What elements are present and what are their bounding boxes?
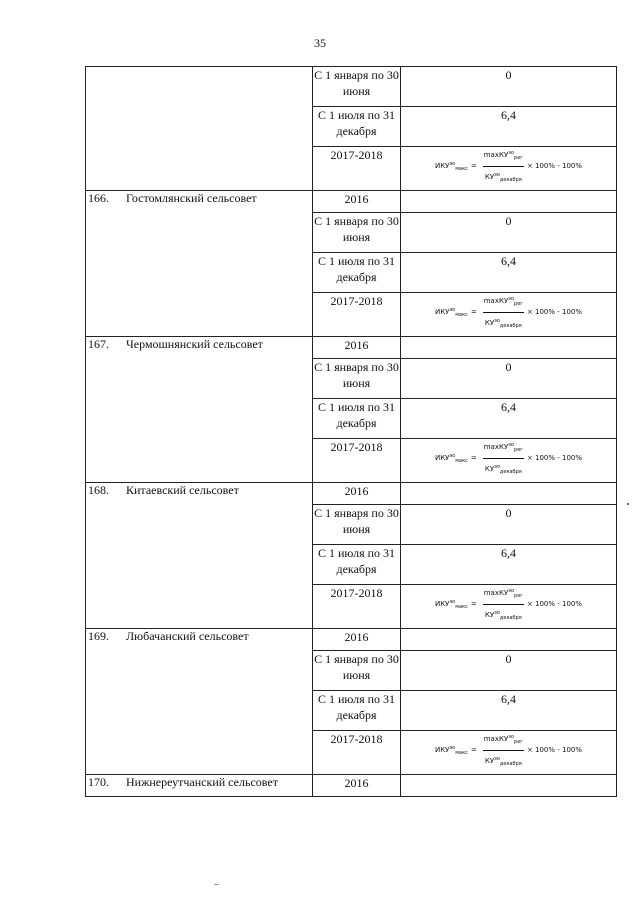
formula-lhs: $ИКУ^{эо}_{макс}$ bbox=[434, 160, 468, 172]
period-cell: С 1 июля по 31 декабря bbox=[313, 691, 401, 731]
formula-equals: = bbox=[470, 162, 477, 170]
year-cell: 2016 bbox=[313, 337, 401, 359]
period-cell: С 1 января по 30 июня bbox=[313, 67, 401, 107]
entity-cell bbox=[86, 337, 313, 483]
entity-cell bbox=[86, 67, 313, 191]
value-cell bbox=[401, 337, 617, 359]
formula-tail: × 100% - 100% bbox=[526, 746, 583, 754]
index-value: 0 bbox=[505, 68, 512, 82]
value-cell bbox=[401, 545, 617, 585]
period-cell: С 1 июля по 31 декабря bbox=[313, 399, 401, 439]
index-value: 6,4 bbox=[501, 692, 516, 706]
period-cell: С 1 июля по 31 декабря bbox=[313, 107, 401, 147]
formula-lhs: $ИКУ^{эо}_{макс}$ bbox=[434, 452, 468, 464]
value-cell bbox=[401, 731, 617, 775]
value-cell bbox=[401, 399, 617, 439]
value-cell bbox=[401, 293, 617, 337]
value-cell bbox=[401, 629, 617, 651]
entity-number: 170. bbox=[88, 775, 109, 789]
year-cell: 2016 bbox=[313, 483, 401, 505]
index-value: 6,4 bbox=[501, 108, 516, 122]
value-cell bbox=[401, 67, 617, 107]
value-cell bbox=[401, 213, 617, 253]
entity-cell bbox=[86, 191, 313, 337]
formula-tail: × 100% - 100% bbox=[526, 162, 583, 170]
formula-tail: × 100% - 100% bbox=[526, 600, 583, 608]
entity-name: Гостомлянский сельсовет bbox=[126, 191, 257, 205]
index-value: 0 bbox=[505, 360, 512, 374]
period-cell: С 1 января по 30 июня bbox=[313, 505, 401, 545]
formula-fraction: $\frac{\max КУ^{эо}_{рег}}{КУ^{эо}_{декабря}}$ bbox=[483, 583, 524, 626]
entity-name: Чермошнянский сельсовет bbox=[126, 337, 263, 351]
value-cell bbox=[401, 585, 617, 629]
formula-equals: = bbox=[470, 454, 477, 462]
value-cell bbox=[401, 439, 617, 483]
value-cell bbox=[401, 691, 617, 731]
formula-tail: × 100% - 100% bbox=[526, 308, 583, 316]
value-cell bbox=[401, 253, 617, 293]
entity-number: 169. bbox=[88, 629, 109, 643]
tariff-table bbox=[85, 66, 617, 797]
formula-equals: = bbox=[470, 600, 477, 608]
entity-name: Нижнереутчанский сельсовет bbox=[126, 775, 278, 789]
index-value: 0 bbox=[505, 214, 512, 228]
table-row bbox=[86, 483, 617, 505]
scan-mark bbox=[214, 884, 219, 885]
year-cell: 2016 bbox=[313, 629, 401, 651]
entity-number: 168. bbox=[88, 483, 109, 497]
increase-formula bbox=[401, 147, 616, 185]
period-cell: 2017-2018 bbox=[313, 293, 401, 337]
period-cell: 2017-2018 bbox=[313, 731, 401, 775]
entity-number: 166. bbox=[88, 191, 109, 205]
index-value: 0 bbox=[505, 652, 512, 666]
period-cell: 2017-2018 bbox=[313, 439, 401, 483]
entity-name: Китаевский сельсовет bbox=[126, 483, 239, 497]
increase-formula bbox=[401, 585, 616, 623]
formula-lhs: $ИКУ^{эо}_{макс}$ bbox=[434, 598, 468, 610]
value-cell bbox=[401, 483, 617, 505]
formula-fraction: $\frac{\max КУ^{эо}_{рег}}{КУ^{эо}_{декабря}}$ bbox=[483, 437, 524, 480]
value-cell bbox=[401, 359, 617, 399]
formula-lhs: $ИКУ^{эо}_{макс}$ bbox=[434, 744, 468, 756]
period-cell: С 1 июля по 31 декабря bbox=[313, 545, 401, 585]
index-value: 6,4 bbox=[501, 546, 516, 560]
entity-number: 167. bbox=[88, 337, 109, 351]
page-number: 35 bbox=[314, 36, 326, 50]
period-cell: 2017-2018 bbox=[313, 585, 401, 629]
value-cell bbox=[401, 775, 617, 797]
value-cell bbox=[401, 505, 617, 545]
value-cell bbox=[401, 651, 617, 691]
table-row bbox=[86, 337, 617, 359]
entity-cell bbox=[86, 483, 313, 629]
table-row bbox=[86, 67, 617, 107]
formula-equals: = bbox=[470, 746, 477, 754]
increase-formula bbox=[401, 439, 616, 477]
entity-cell bbox=[86, 775, 313, 797]
increase-formula bbox=[401, 731, 616, 769]
value-cell bbox=[401, 107, 617, 147]
value-cell bbox=[401, 191, 617, 213]
index-value: 0 bbox=[505, 506, 512, 520]
index-value: 6,4 bbox=[501, 400, 516, 414]
formula-fraction: $\frac{\max КУ^{эо}_{рег}}{КУ^{эо}_{декабря}}$ bbox=[483, 291, 524, 334]
table-row bbox=[86, 629, 617, 651]
value-cell bbox=[401, 147, 617, 191]
increase-formula bbox=[401, 293, 616, 331]
period-cell: 2017-2018 bbox=[313, 147, 401, 191]
formula-lhs: $ИКУ^{эо}_{макс}$ bbox=[434, 306, 468, 318]
table-row bbox=[86, 775, 617, 797]
formula-tail: × 100% - 100% bbox=[526, 454, 583, 462]
index-value: 6,4 bbox=[501, 254, 516, 268]
entity-name: Любачанский сельсовет bbox=[126, 629, 249, 643]
period-cell: С 1 января по 30 июня bbox=[313, 359, 401, 399]
period-cell: С 1 января по 30 июня bbox=[313, 213, 401, 253]
year-cell: 2016 bbox=[313, 775, 401, 797]
scan-speck bbox=[627, 503, 629, 505]
formula-fraction: $\frac{\max КУ^{эо}_{рег}}{КУ^{эо}_{декабря}}$ bbox=[483, 145, 524, 188]
table-row bbox=[86, 191, 617, 213]
formula-equals: = bbox=[470, 308, 477, 316]
period-cell: С 1 июля по 31 декабря bbox=[313, 253, 401, 293]
period-cell: С 1 января по 30 июня bbox=[313, 651, 401, 691]
entity-cell bbox=[86, 629, 313, 775]
year-cell: 2016 bbox=[313, 191, 401, 213]
formula-fraction: $\frac{\max КУ^{эо}_{рег}}{КУ^{эо}_{декабря}}$ bbox=[483, 729, 524, 772]
